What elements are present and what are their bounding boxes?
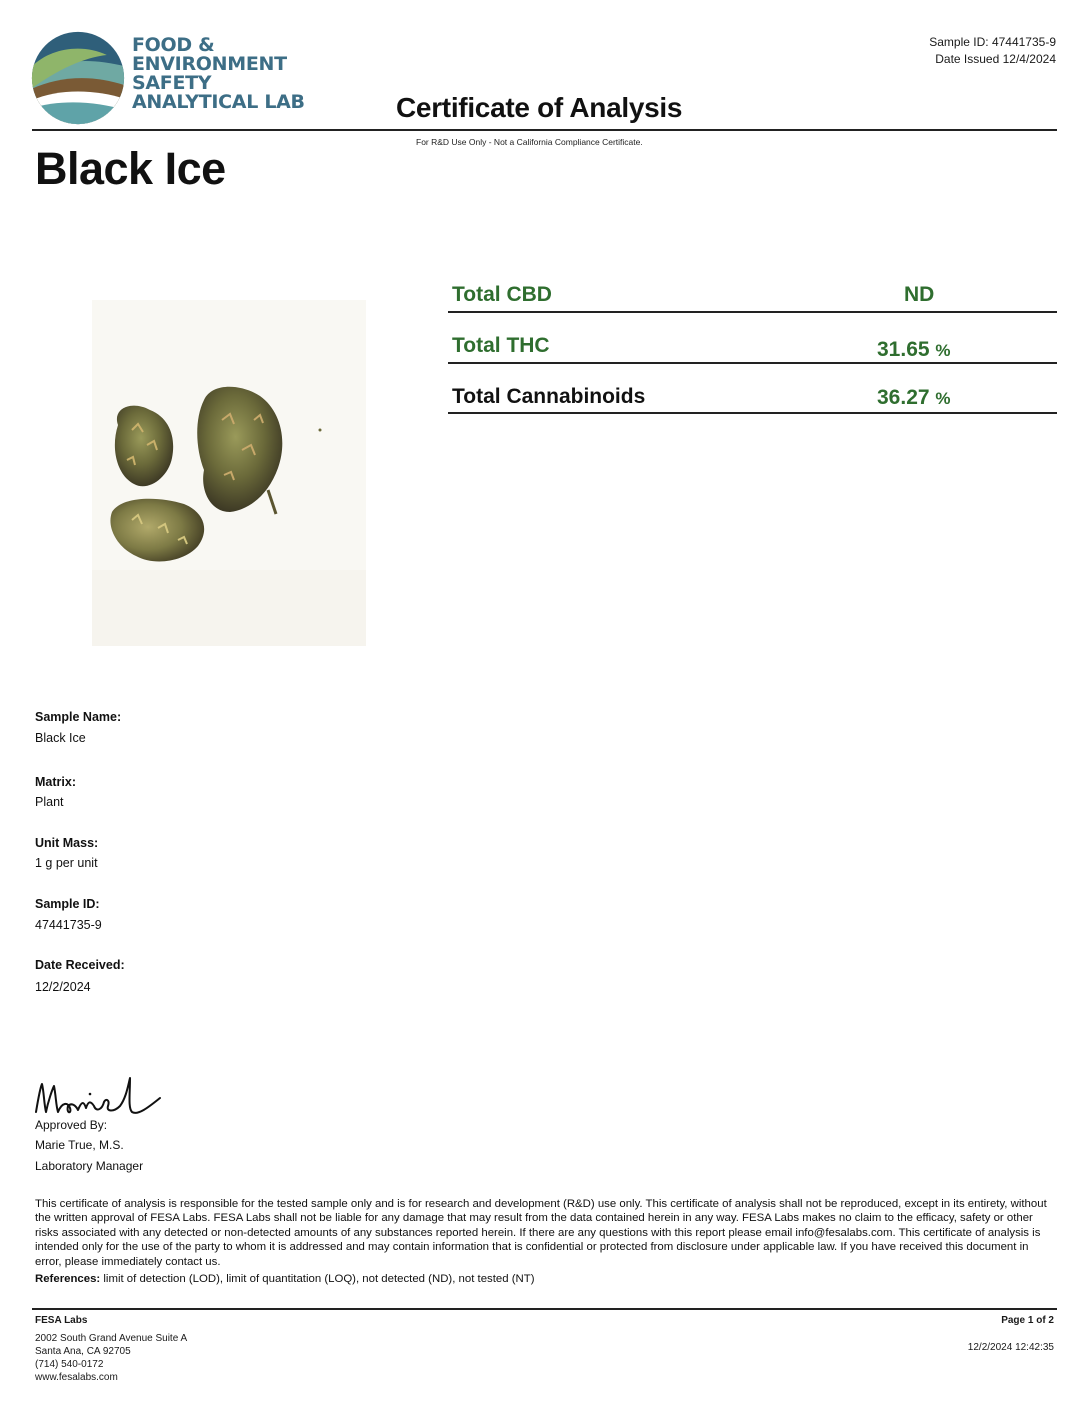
matrix-label: Matrix: xyxy=(35,775,76,789)
summary-value-total-cbd-number: ND xyxy=(904,283,935,306)
summary-value-total-cbd xyxy=(904,283,934,307)
header-meta xyxy=(929,34,1056,68)
summary-value-total-cannabinoids-number: 36.27 xyxy=(877,386,930,409)
logo-line-4: ANALYTICAL LAB xyxy=(132,91,305,113)
date-received-label: Date Received: xyxy=(35,958,125,972)
footer-lab-name: FESA Labs xyxy=(35,1315,88,1326)
disclaimer-text: This certificate of analysis is responsible for the tested sample only and is for research and development (R&D) use only. This certificate of analysis shall not be reproduced, except in its entirety, without the written approval of FESA Labs. FESA Labs shall not be liable for any damage that may result from the data contained herein in any way. FESA Labs makes no claim to the efficacy, safety or other risks associated with any detected or non-detected amounts of any substances reported herein. If there are any questions with this report please email info@fesalabs.com. This certificate of analysis is intended only for the use of the party to whom it is addressed and may contain information that is confidential or protected from disclosure under applicable law. If you have received this document in error, please immediately contact us. xyxy=(35,1198,1047,1268)
product-name: Black Ice xyxy=(35,143,226,194)
references xyxy=(35,1273,535,1285)
logo-line-1: FOOD & xyxy=(132,34,215,56)
matrix-value: Plant xyxy=(35,795,64,809)
references-text: limit of detection (LOD), limit of quantitation (LOQ), not detected (ND), not tested (NT) xyxy=(103,1273,535,1285)
summary-divider xyxy=(448,412,1057,414)
footer-address-line-2: Santa Ana, CA 92705 xyxy=(35,1346,131,1357)
sample-id-value: 47441735-9 xyxy=(35,918,102,932)
sample-name-label: Sample Name: xyxy=(35,710,122,724)
summary-divider xyxy=(448,362,1057,364)
summary-label-total-cbd: Total CBD xyxy=(452,283,552,306)
summary-unit-total-thc: % xyxy=(935,341,951,360)
page-number: Page 1 of 2 xyxy=(1001,1315,1054,1326)
unit-mass-value: 1 g per unit xyxy=(35,856,98,870)
sample-name-value: Black Ice xyxy=(35,731,86,745)
footer-phone: (714) 540-0172 xyxy=(35,1359,104,1370)
header-sample-id: Sample ID: 47441735-9 xyxy=(929,35,1056,49)
summary-value-total-thc-number: 31.65 xyxy=(877,338,930,361)
summary-unit-total-cannabinoids: % xyxy=(935,389,951,408)
rnd-disclaimer-note: For R&D Use Only - Not a California Compliance Certificate. xyxy=(416,137,643,147)
logo-line-2: ENVIRONMENT xyxy=(132,53,287,75)
footer-address-line-1: 2002 South Grand Avenue Suite A xyxy=(35,1333,188,1344)
summary-label-total-cannabinoids: Total Cannabinoids xyxy=(452,385,646,408)
header-divider xyxy=(32,129,1057,131)
lab-logo-icon xyxy=(30,30,126,126)
approver-name: Marie True, M.S. xyxy=(35,1138,124,1152)
summary-value-total-cannabinoids xyxy=(877,386,951,410)
printed-timestamp: 12/2/2024 12:42:35 xyxy=(967,1342,1054,1353)
document-title: Certificate of Analysis xyxy=(396,92,683,123)
logo-line-3: SAFETY xyxy=(132,72,212,94)
header-date-issued: Date Issued 12/4/2024 xyxy=(935,52,1056,66)
summary-label-total-thc: Total THC xyxy=(452,334,550,357)
cannabis-bud-photo xyxy=(92,300,366,646)
references-label: References: xyxy=(35,1273,101,1285)
sample-id-label: Sample ID: xyxy=(35,897,100,911)
date-received-value: 12/2/2024 xyxy=(35,980,91,994)
footer-website[interactable]: www.fesalabs.com xyxy=(35,1372,118,1383)
approved-by-label: Approved By: xyxy=(35,1118,108,1132)
approver-title: Laboratory Manager xyxy=(35,1159,144,1173)
lab-logo-wordmark xyxy=(132,36,352,112)
unit-mass-label: Unit Mass: xyxy=(35,836,99,850)
summary-value-total-thc xyxy=(877,338,951,362)
footer-divider xyxy=(32,1308,1057,1310)
summary-divider xyxy=(448,311,1057,313)
signature-image xyxy=(32,1072,164,1122)
